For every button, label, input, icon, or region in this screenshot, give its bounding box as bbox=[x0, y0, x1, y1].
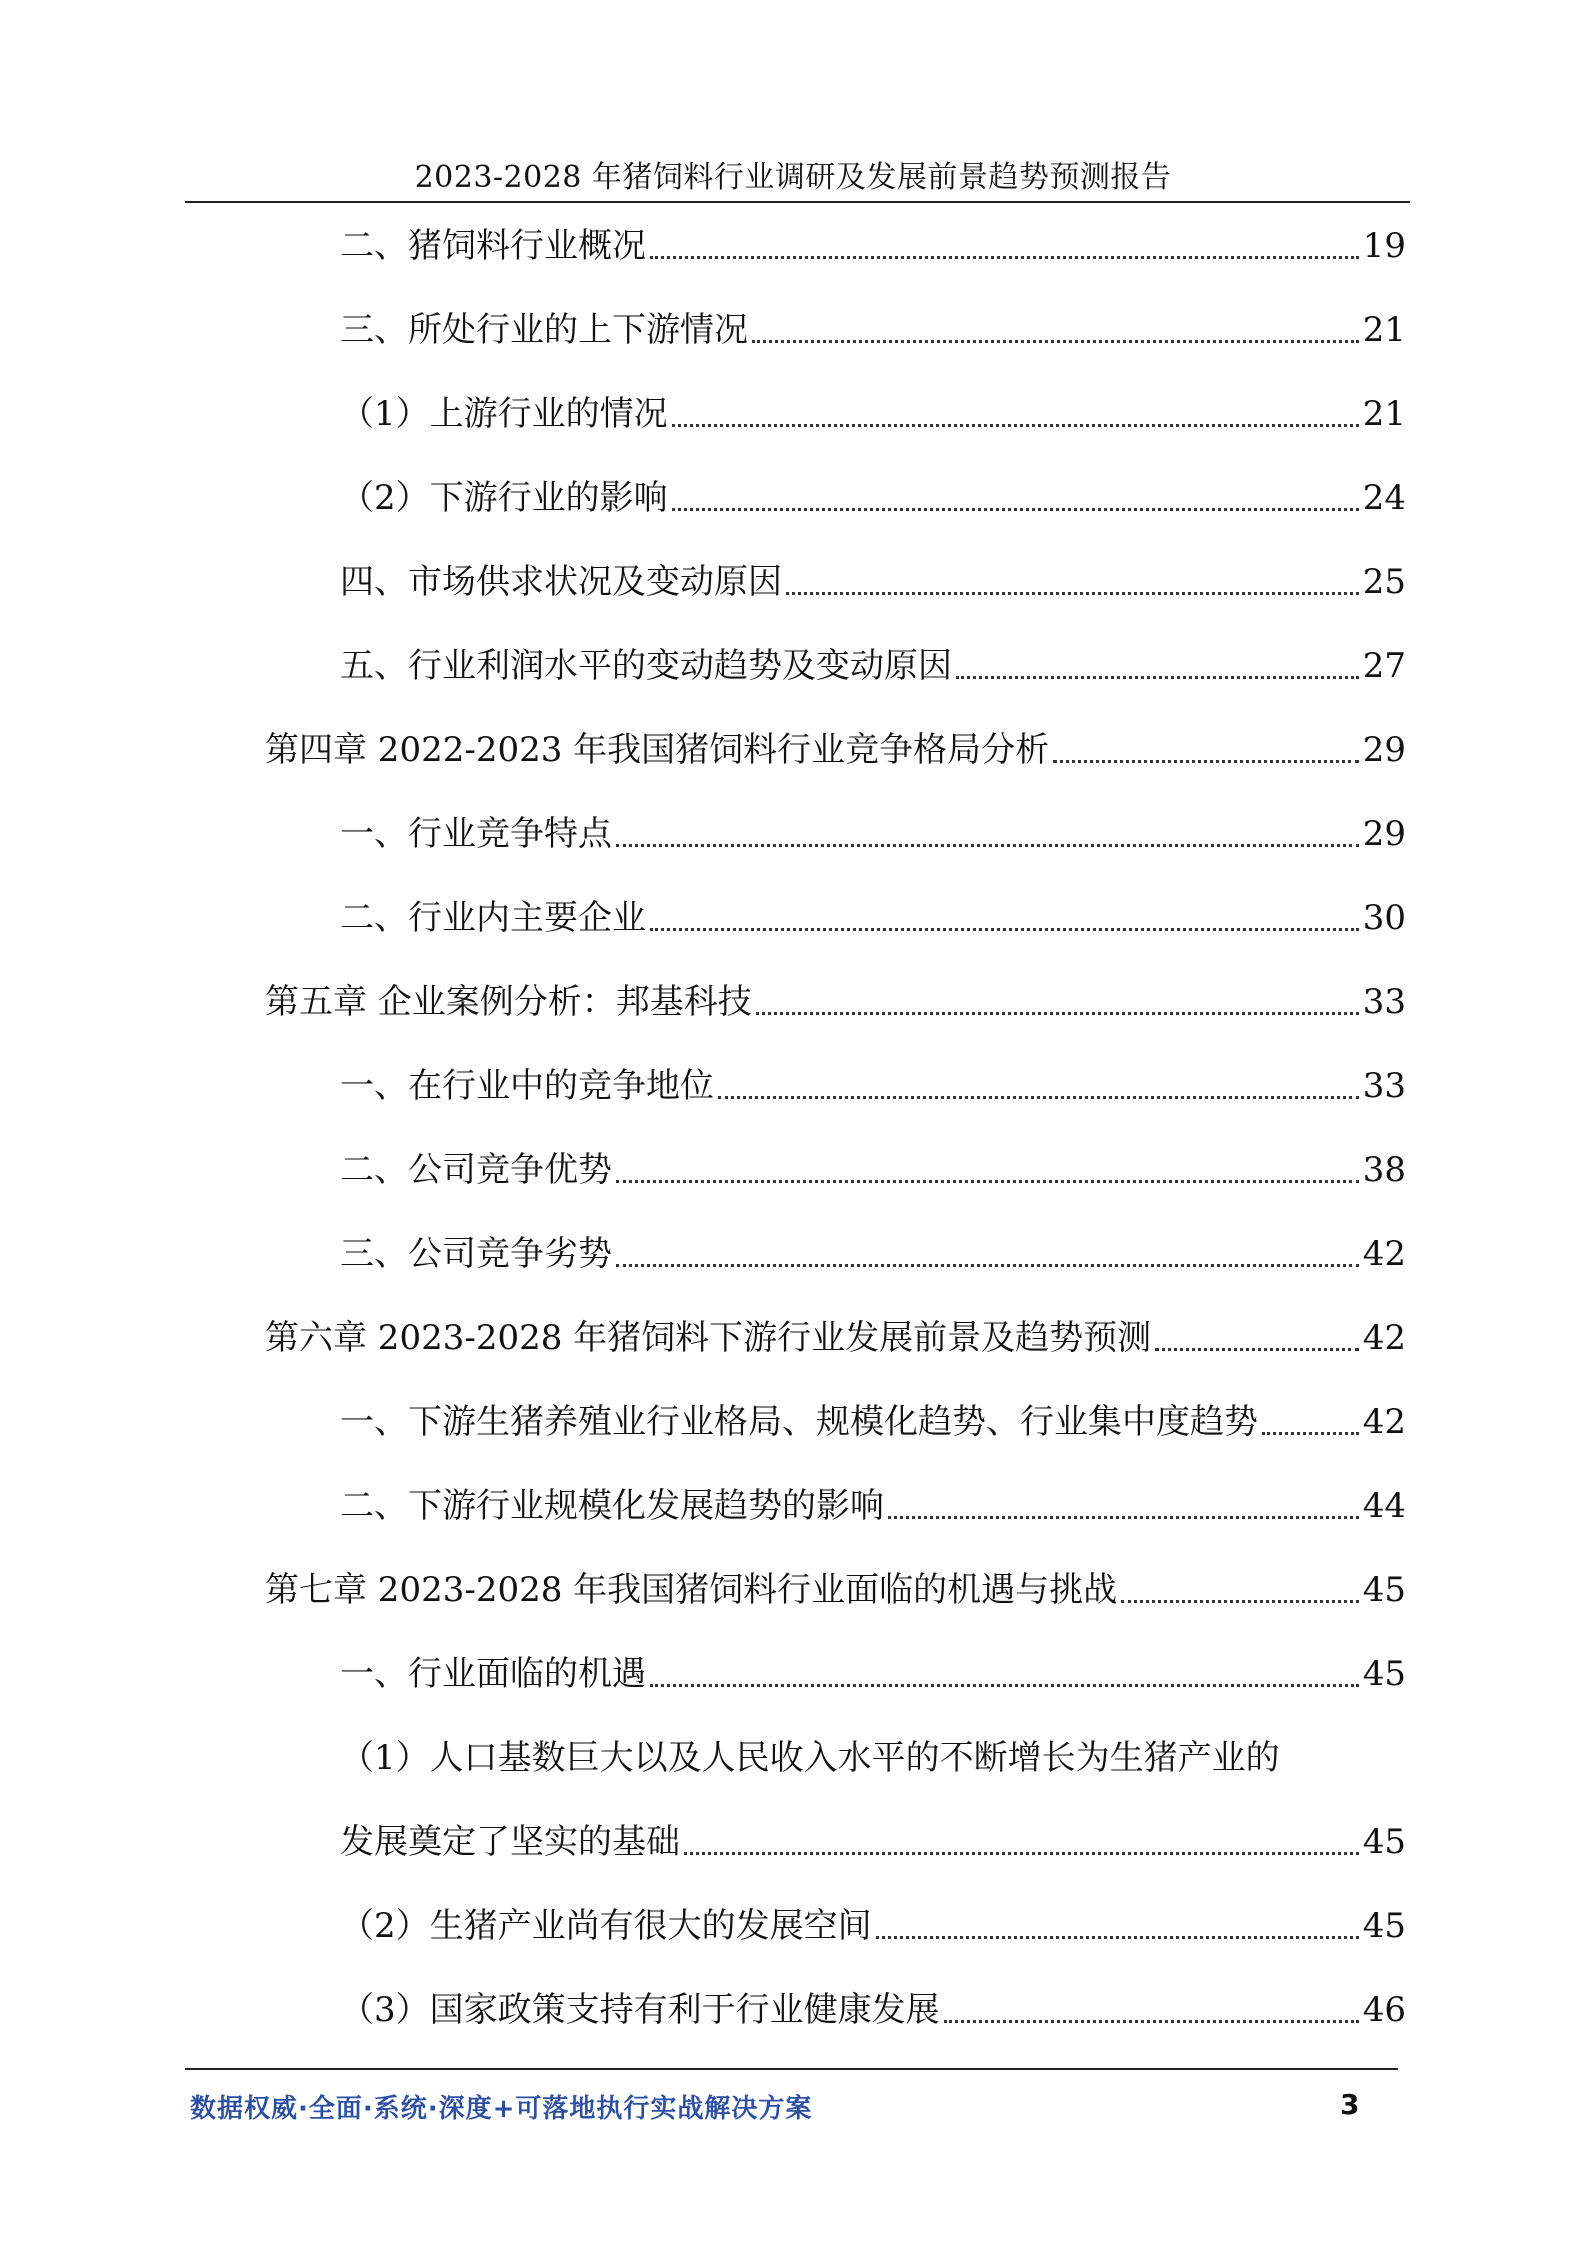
dot-leader bbox=[1053, 760, 1359, 763]
toc-entry-label: 第四章 2022-2023 年我国猪饲料行业竞争格局分析 bbox=[265, 730, 1050, 770]
toc-entry-page: 21 bbox=[1362, 394, 1406, 434]
toc-chapter-entry[interactable] bbox=[265, 972, 1406, 1032]
toc-entry-label: 一、在行业中的竞争地位 bbox=[340, 1066, 714, 1106]
toc-entry-label: 一、行业面临的机遇 bbox=[340, 1654, 646, 1694]
toc-entry-label: 一、下游生猪养殖业行业格局、规模化趋势、行业集中度趋势 bbox=[340, 1402, 1258, 1442]
toc-entry-page: 45 bbox=[1362, 1570, 1406, 1610]
dot-leader bbox=[752, 340, 1359, 343]
dot-leader bbox=[616, 844, 1359, 847]
toc-entry-label: 二、猪饲料行业概况 bbox=[340, 226, 646, 266]
toc-entry-label: 三、所处行业的上下游情况 bbox=[340, 310, 748, 350]
toc-entry-page: 44 bbox=[1362, 1486, 1406, 1526]
dot-leader bbox=[718, 1096, 1359, 1099]
dot-leader bbox=[786, 592, 1359, 595]
toc-entry-label: （2）下游行业的影响 bbox=[340, 478, 668, 518]
toc-entry-page: 25 bbox=[1362, 562, 1406, 602]
toc-entry[interactable] bbox=[340, 1812, 1406, 1872]
dot-leader bbox=[956, 676, 1359, 679]
toc-entry[interactable] bbox=[340, 1056, 1406, 1116]
toc-entry-page: 21 bbox=[1362, 310, 1406, 350]
toc-entry-label: 二、行业内主要企业 bbox=[340, 898, 646, 938]
toc-entry[interactable] bbox=[340, 216, 1406, 276]
toc-entry-page: 30 bbox=[1362, 898, 1406, 938]
toc-entry-page: 45 bbox=[1362, 1906, 1406, 1946]
toc-entry-label: （3）国家政策支持有利于行业健康发展 bbox=[340, 1990, 940, 2030]
toc-entry-page: 29 bbox=[1362, 730, 1406, 770]
toc-chapter-entry[interactable] bbox=[265, 1560, 1406, 1620]
toc-entry[interactable] bbox=[340, 1140, 1406, 1200]
toc-entry[interactable] bbox=[340, 888, 1406, 948]
toc-entry[interactable] bbox=[340, 636, 1406, 696]
dot-leader bbox=[1121, 1600, 1359, 1603]
toc-entry-page: 27 bbox=[1362, 646, 1406, 686]
dot-leader bbox=[650, 256, 1359, 259]
toc-chapter-entry[interactable] bbox=[265, 1308, 1406, 1368]
toc-entry-label: 五、行业利润水平的变动趋势及变动原因 bbox=[340, 646, 952, 686]
toc-entry[interactable] bbox=[340, 1476, 1406, 1536]
toc-entry[interactable] bbox=[340, 1644, 1406, 1704]
toc-chapter-entry[interactable] bbox=[265, 720, 1406, 780]
dot-leader bbox=[888, 1516, 1359, 1519]
dot-leader bbox=[1155, 1348, 1359, 1351]
dot-leader bbox=[756, 1012, 1359, 1015]
toc-entry-wrapped-line[interactable]: （1）人口基数巨大以及人民收入水平的不断增长为生猪产业的 bbox=[340, 1738, 1280, 1778]
toc-entry-page: 45 bbox=[1362, 1654, 1406, 1694]
toc-entry-page: 45 bbox=[1362, 1822, 1406, 1862]
toc-entry-label: 一、行业竞争特点 bbox=[340, 814, 612, 854]
toc-entry-label: 第七章 2023-2028 年我国猪饲料行业面临的机遇与挑战 bbox=[265, 1570, 1118, 1610]
toc-entry[interactable] bbox=[340, 384, 1406, 444]
toc-entry[interactable] bbox=[340, 804, 1406, 864]
toc-entry[interactable] bbox=[340, 300, 1406, 360]
toc-entry-page: 33 bbox=[1362, 1066, 1406, 1106]
toc-entry-page: 19 bbox=[1362, 226, 1406, 266]
toc-entry[interactable] bbox=[340, 1896, 1406, 1956]
toc-entry-page: 24 bbox=[1362, 478, 1406, 518]
dot-leader bbox=[944, 2020, 1359, 2023]
toc-entry-label: 四、市场供求状况及变动原因 bbox=[340, 562, 782, 602]
toc-entry[interactable] bbox=[340, 468, 1406, 528]
toc-entry-page: 46 bbox=[1362, 1990, 1406, 2030]
toc-entry-label: 二、下游行业规模化发展趋势的影响 bbox=[340, 1486, 884, 1526]
dot-leader bbox=[1262, 1432, 1359, 1435]
toc-entry-page: 42 bbox=[1362, 1402, 1406, 1442]
toc-entry-page: 33 bbox=[1362, 982, 1406, 1022]
dot-leader bbox=[616, 1180, 1359, 1183]
toc-entry-label: 发展奠定了坚实的基础 bbox=[340, 1822, 680, 1862]
toc-entry-page: 42 bbox=[1362, 1318, 1406, 1358]
toc-entry-label: 第五章 企业案例分析：邦基科技 bbox=[265, 982, 752, 1022]
dot-leader bbox=[672, 508, 1359, 511]
toc-entry[interactable] bbox=[340, 1392, 1406, 1452]
toc-entry-page: 42 bbox=[1362, 1234, 1406, 1274]
dot-leader bbox=[650, 928, 1359, 931]
toc-entry[interactable] bbox=[340, 552, 1406, 612]
page-number: 3 bbox=[1340, 2088, 1360, 2121]
dot-leader bbox=[616, 1264, 1359, 1267]
toc-entry-label: 第六章 2023-2028 年猪饲料下游行业发展前景及趋势预测 bbox=[265, 1318, 1152, 1358]
toc-entry[interactable] bbox=[340, 1224, 1406, 1284]
dot-leader bbox=[650, 1684, 1359, 1687]
toc-entry[interactable] bbox=[340, 1980, 1406, 2040]
dot-leader bbox=[672, 424, 1359, 427]
dot-leader bbox=[876, 1936, 1359, 1939]
toc-entry-page: 38 bbox=[1362, 1150, 1406, 1190]
toc-entry-page: 29 bbox=[1362, 814, 1406, 854]
toc-entry-label: （1）上游行业的情况 bbox=[340, 394, 668, 434]
toc-entry-label: （2）生猪产业尚有很大的发展空间 bbox=[340, 1906, 872, 1946]
report-header-title: 2023-2028 年猪饲料行业调研及发展前景趋势预测报告 bbox=[414, 160, 1172, 195]
toc-entry-label: 二、公司竞争优势 bbox=[340, 1150, 612, 1190]
dot-leader bbox=[684, 1852, 1359, 1855]
header-divider bbox=[185, 201, 1410, 203]
footer-slogan: 数据权威·全面·系统·深度+可落地执行实战解决方案 bbox=[190, 2094, 813, 2124]
footer-divider bbox=[185, 2068, 1398, 2070]
toc-entry-label: 三、公司竞争劣势 bbox=[340, 1234, 612, 1274]
